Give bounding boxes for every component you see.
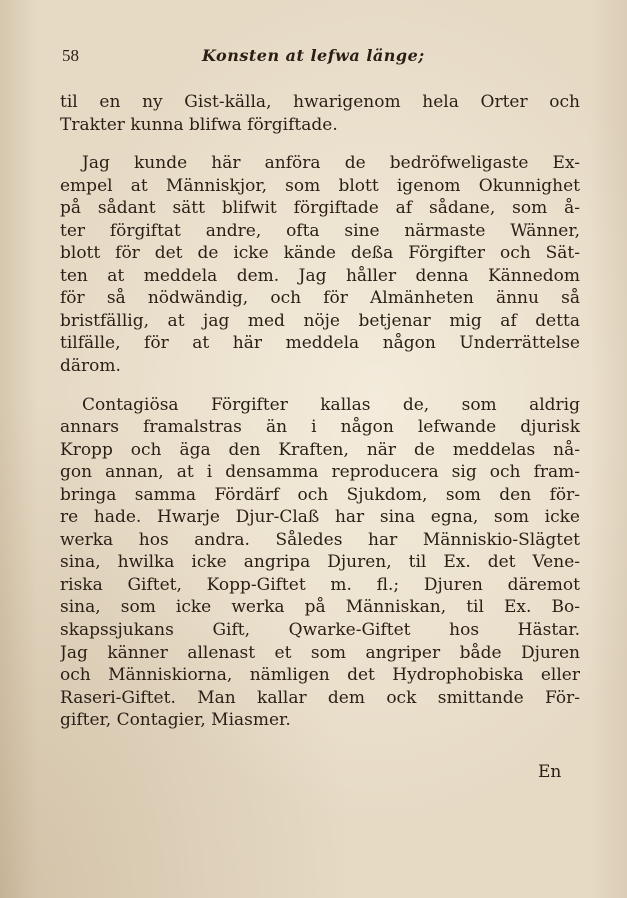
text-line: gifter, Contagier, Miasmer. (60, 710, 291, 731)
text-line: ten at meddela dem. Jag håller denna Kännedom (60, 265, 580, 286)
text-line: bristfällig, at jag med nöje betjenar mig af detta (60, 310, 580, 331)
text-line: sina, hwilka icke angripa Djuren, til Ex. det Vene- (60, 552, 580, 573)
page-number: 58 (62, 46, 79, 65)
body-text (60, 91, 580, 732)
text-line: gon annan, at i densamma reproducera sig och fram- (60, 462, 580, 483)
text-line: Trakter kunna blifwa förgiftade. (60, 114, 338, 135)
text-line: bringa samma Fördärf och Sjukdom, som den för- (60, 484, 580, 505)
running-head (62, 46, 584, 70)
text-line: Jag känner allenast et som angriper både Djuren (60, 642, 580, 663)
text-line: Kropp och äga den Kraften, när de meddelas nå- (60, 439, 580, 460)
text-line: blott för det de icke kände deßa Förgifter och Sät- (60, 243, 580, 264)
running-title: Konsten at lefwa länge; (202, 46, 425, 65)
text-line: skapssjukans Gift, Qwarke-Giftet hos Hästar. (60, 620, 580, 641)
text-line: werka hos andra. Således har Människio-Slägtet (60, 529, 580, 550)
text-line: empel at Människjor, som blott igenom Okunnighet (60, 175, 580, 196)
text-line: på sådant sätt blifwit förgiftade af sådane, som å- (60, 198, 580, 219)
text-line: sina, som icke werka på Människan, til Ex. Bo- (60, 597, 580, 618)
text-line: re hade. Hwarje Djur-Claß har sina egna, som icke (60, 507, 580, 528)
text-line: och Människiorna, nämligen det Hydrophobiska eller (60, 665, 580, 686)
text-line: annars framalstras än i någon lefwande djurisk (60, 417, 580, 438)
text-line: därom. (60, 356, 121, 377)
text-line: för så nödwändig, och för Almänheten ännu så (60, 288, 580, 309)
text-line: Raseri-Giftet. Man kallar dem ock smittande För- (60, 687, 580, 708)
text-line: til en ny Gist-källa, hwarigenom hela Orter och (60, 92, 580, 112)
text-line: Contagiösa Förgifter kallas de, som aldrig (82, 394, 580, 415)
text-line: Jag kunde här anföra de bedröfweligaste Ex- (82, 153, 580, 174)
text-line: tilfälle, för at här meddela någon Underrättelse (60, 333, 580, 354)
text-line: riska Giftet, Kopp-Giftet m. fl.; Djuren däremot (60, 574, 580, 595)
text-line: ter förgiftat andre, ofta sine närmaste Wänner, (60, 220, 580, 241)
catchword: En (538, 762, 562, 782)
